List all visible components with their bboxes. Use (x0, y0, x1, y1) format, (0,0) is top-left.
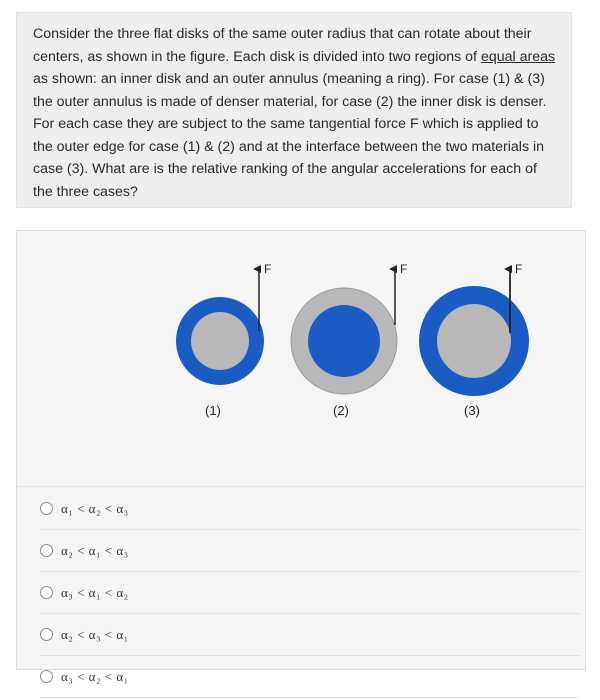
disk-case-2 (291, 262, 407, 418)
option-2[interactable] (40, 530, 580, 572)
radio-button-1[interactable] (40, 502, 53, 515)
force-label-1: F (264, 262, 272, 276)
question-text-part2: as shown: an inner disk and an outer annulus (meaning a ring). For case (1) & (3) the outer annulus is made of denser material, for case (2) the inner disk is denser. For each case they are subject to the same tangential force F which is applied to the outer edge for case (1) & (2) and at the interface between the two materials in case (3). What are is the relative ranking of the angular accelerations for each of the three cases? (33, 71, 547, 200)
force-label-3: F (515, 262, 523, 276)
option-4[interactable] (40, 614, 580, 656)
radio-button-3[interactable] (40, 586, 53, 599)
question-text-part1: Consider the three flat disks of the same outer radius that can rotate about their centers, as shown in the figure. Each disk is divided into two regions of (33, 26, 532, 65)
disk-1-inner-disk (191, 312, 249, 370)
option-label-2: α₂ < α₁ < α₃ (61, 542, 129, 558)
option-label-1: α₁ < α₂ < α₃ (61, 500, 129, 516)
option-label-3: α₃ < α₁ < α₂ (61, 584, 129, 600)
case-label-3: (3) (464, 403, 480, 418)
option-label-4: α₂ < α₃ < α₁ (61, 626, 129, 642)
disk-case-1 (176, 262, 271, 418)
radio-button-4[interactable] (40, 628, 53, 641)
answer-options (40, 488, 580, 698)
radio-button-5[interactable] (40, 670, 53, 683)
option-5[interactable] (40, 656, 580, 698)
radio-button-2[interactable] (40, 544, 53, 557)
option-3[interactable] (40, 572, 580, 614)
option-label-5: α₃ < α₂ < α₁ (61, 668, 129, 684)
question-text (33, 23, 557, 203)
option-1[interactable] (40, 488, 580, 530)
case-label-2: (2) (333, 403, 349, 418)
disk-2-inner-disk (308, 305, 380, 377)
disk-3-inner-disk (437, 304, 511, 378)
force-label-2: F (400, 262, 408, 276)
question-text-underlined: equal areas (480, 48, 556, 65)
disk-case-3 (419, 262, 529, 418)
case-label-1: (1) (205, 403, 221, 418)
options-divider (17, 486, 587, 487)
question-box (16, 12, 572, 208)
